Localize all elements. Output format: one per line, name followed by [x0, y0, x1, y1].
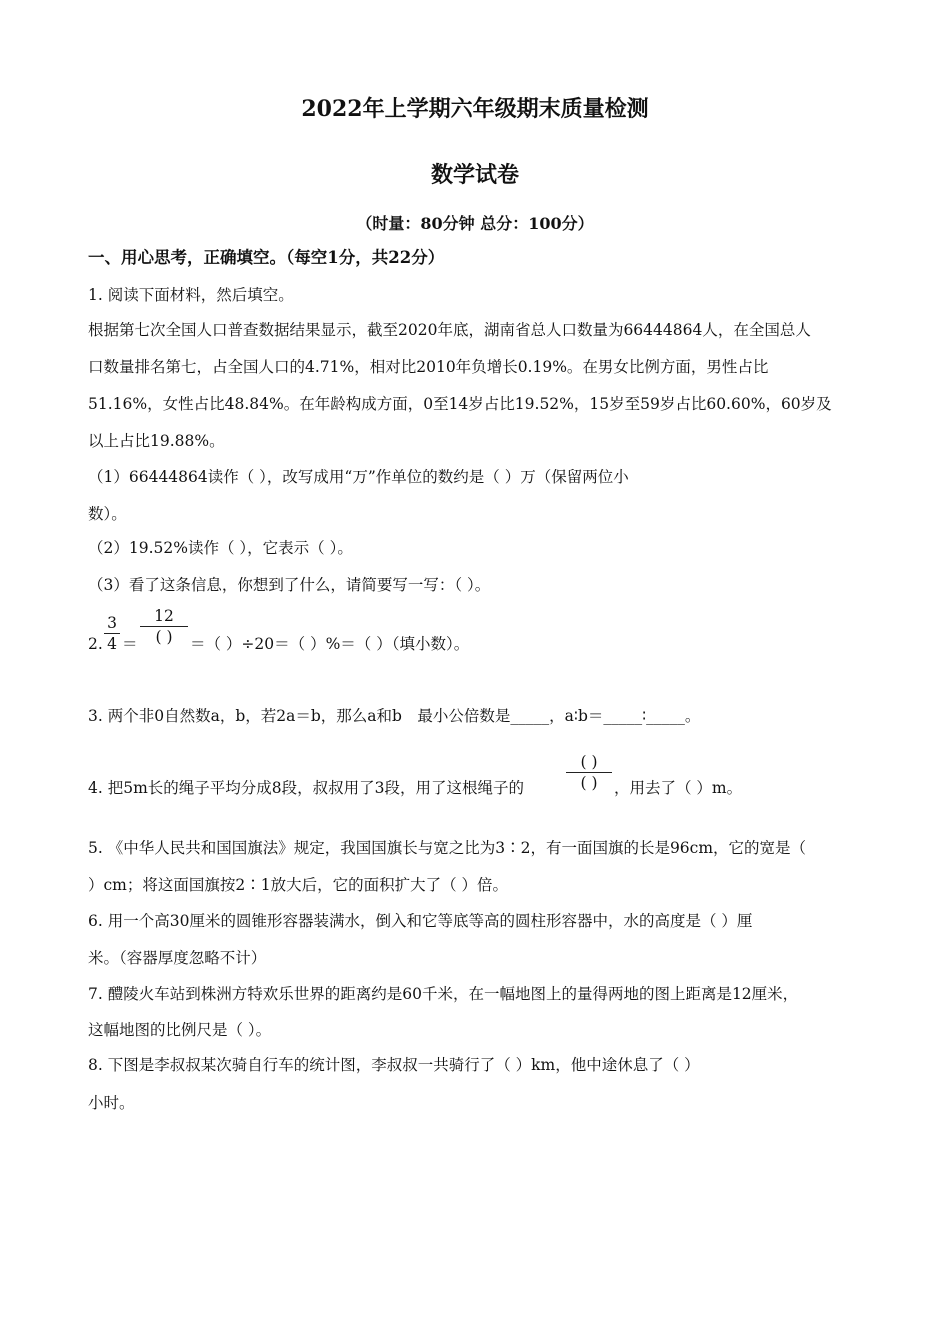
q1-paragraph-line: 口数量排名第七，占全国人口的4.71%，相对比2010年负增长0.19%。在男女比例方面，男性占比 — [88, 358, 769, 376]
fraction-numerator: ( ) — [580, 753, 598, 771]
q1-sub1-line: （1）66444864读作（ ），改写成用“万”作单位的数约是（ ）万（保留两位小 — [88, 468, 629, 486]
section-heading: 一、用心思考，正确填空。（每空1分，共22分） — [88, 248, 445, 267]
q1-sub1-line: 数）。 — [88, 505, 127, 523]
q4-text-after: ，用去了（ ）m。 — [614, 779, 743, 797]
fraction-bar — [140, 626, 188, 627]
q1-paragraph-line: 根据第七次全国人口普查数据结果显示，截至2020年底，湖南省总人口数量为66444864人，在全国总人 — [88, 321, 811, 339]
q2-fraction-12 — [140, 607, 188, 646]
fraction-bar — [566, 772, 612, 773]
q8-line: 小时。 — [88, 1094, 135, 1112]
q6-line: 米。（容器厚度忽略不计） — [88, 949, 267, 967]
fraction-denominator: ( ) — [155, 628, 173, 646]
q1-sub2: （2）19.52%读作（ ），它表示（ ）。 — [88, 539, 353, 557]
q5-line: 5. 《中华人民共和国国旗法》规定，我国国旗长与宽之比为3∶2，有一面国旗的长是96cm，它的宽是（ — [88, 839, 807, 857]
page-title: 2022年上学期六年级期末质量检测 — [301, 96, 649, 122]
q3-text: 3. 两个非0自然数a，b，若2a＝b，那么a和b 最小公倍数是_____，a∶b＝_____∶_____。 — [88, 707, 701, 725]
q1-sub3: （3）看了这条信息，你想到了什么，请简要写一写：（ ）。 — [88, 576, 491, 594]
fraction-denominator: ( ) — [580, 774, 598, 792]
q4-text-before: 4. 把5m长的绳子平均分成8段，叔叔用了3段，用了这根绳子的 — [88, 779, 524, 797]
page-subtitle: 数学试卷 — [430, 162, 519, 188]
q2-rest: ＝（ ）÷20＝（ ）%＝（ ）（填小数）。 — [190, 635, 470, 653]
fraction-numerator: 3 — [107, 614, 117, 632]
q1-intro: 1. 阅读下面材料，然后填空。 — [88, 286, 294, 304]
q6-line: 6. 用一个高30厘米的圆锥形容器装满水，倒入和它等底等高的圆柱形容器中，水的高度是（ ）厘 — [88, 912, 753, 930]
q8-line: 8. 下图是李叔叔某次骑自行车的统计图，李叔叔一共骑行了（ ）km，他中途休息了（ ） — [88, 1056, 700, 1074]
q1-paragraph-line: 51.16%，女性占比48.84%。在年龄构成方面，0至14岁占比19.52%，15岁至59岁占比60.60%，60岁及 — [88, 395, 832, 413]
q5-line: ）cm；将这面国旗按2∶1放大后，它的面积扩大了（ ）倍。 — [88, 876, 509, 894]
q2-label: 2. — [88, 635, 103, 653]
exam-meta: （时量：80分钟 总分：100分） — [356, 214, 594, 233]
fraction-denominator: 4 — [107, 635, 117, 653]
q7-line: 7. 醴陵火车站到株洲方特欢乐世界的距离约是60千米，在一幅地图上的量得两地的图上距离是12厘米， — [88, 985, 799, 1003]
q2-fraction-3-4 — [104, 614, 120, 653]
fraction-bar — [104, 633, 120, 634]
q2-equals: ＝ — [122, 635, 138, 653]
fraction-numerator: 12 — [154, 607, 174, 625]
q4-fraction-blank — [566, 753, 612, 792]
q1-paragraph-line: 以上占比19.88%。 — [88, 432, 225, 450]
q7-line: 这幅地图的比例尺是（ ）。 — [88, 1021, 272, 1039]
